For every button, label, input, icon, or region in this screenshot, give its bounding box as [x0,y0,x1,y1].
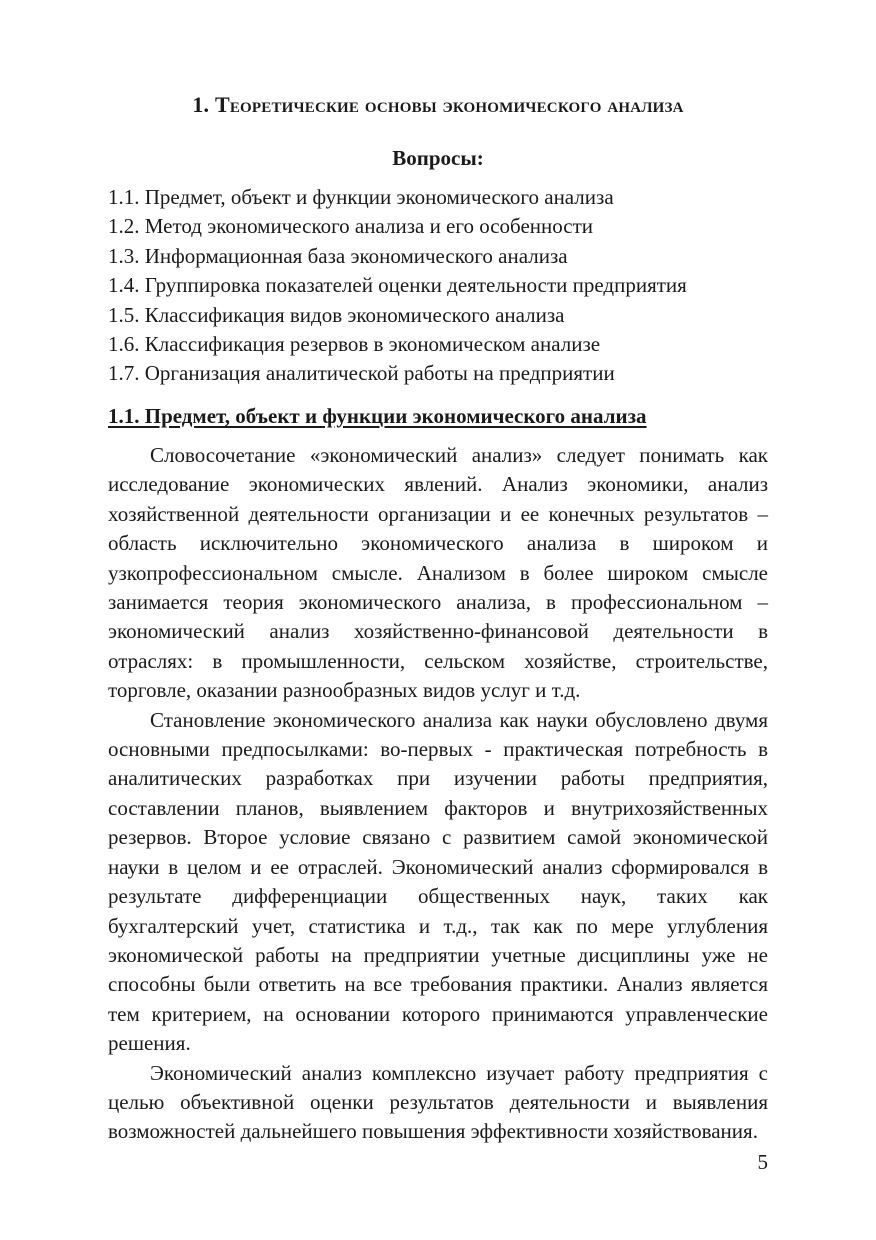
questions-heading: Вопросы: [392,146,484,170]
body-paragraph: Экономический анализ комплексно изучает работу предприятия с целью объективной оценки результатов деятельности и выявления возможностей дальнейшего повышения эффективности хозяйствования. [108,1060,768,1144]
document-page [108,0,768,1240]
question-item: 1.7. Организация аналитической работы на предприятии [108,361,615,386]
question-item: 1.6. Классификация резервов в экономическом анализе [108,332,601,357]
question-item: 1.4. Группировка показателей оценки деятельности предприятия [108,273,687,298]
chapter-title-first-letter: Т [214,92,230,117]
question-item: 1.2. Метод экономического анализа и его особенности [108,214,594,239]
questions-list [108,183,687,389]
question-item: 1.1. Предмет, объект и функции экономического анализа [108,185,614,209]
body-paragraph: Становление экономического анализа как науки обусловлено двумя основными предпосылками: во-первых - практическая потребность в аналитических разработках при изучении работы предприятия, составлении планов, выявлением факторов и внутрихозяйственных резервов. Второе условие связано с развитием самой экономической науки в целом и ее отраслей. Экономический анализ сформировался в результате дифференциации общественных наук, таких как бухгалтерский учет, статистика и т.д., так как по мере углубления экономической работы на предприятии учетные дисциплины уже не способны были ответить на все требования практики. Анализ является тем критерием, на основании которого принимаются управленческие решения. [108,707,768,1056]
section-body [108,441,768,1147]
chapter-number: 1. [192,92,210,117]
body-paragraph: Словосочетание «экономический анализ» следует понимать как исследование экономических явлений. Анализ экономики, анализ хозяйственной деятельности организации и ее конечных результатов – область исключительно экономического анализа в широком и узкопрофессиональном смысле. Анализом в более широком смысле занимается теория экономического анализа, в профессиональном – экономический анализ хозяйственно-финансовой деятельности в отраслях: в промышленности, сельском хозяйстве, строительстве, торговле, оказании разнообразных видов услуг и т.д. [108,443,768,703]
question-item: 1.5. Классификация видов экономического анализа [108,302,565,327]
page-number: 5 [757,1150,768,1174]
chapter-title [108,92,768,118]
question-item: 1.3. Информационная база экономического анализа [108,243,568,268]
chapter-title-rest: еоретические основы экономического анализа [229,92,684,117]
section-heading: 1.1. Предмет, объект и функции экономического анализа [108,404,647,428]
